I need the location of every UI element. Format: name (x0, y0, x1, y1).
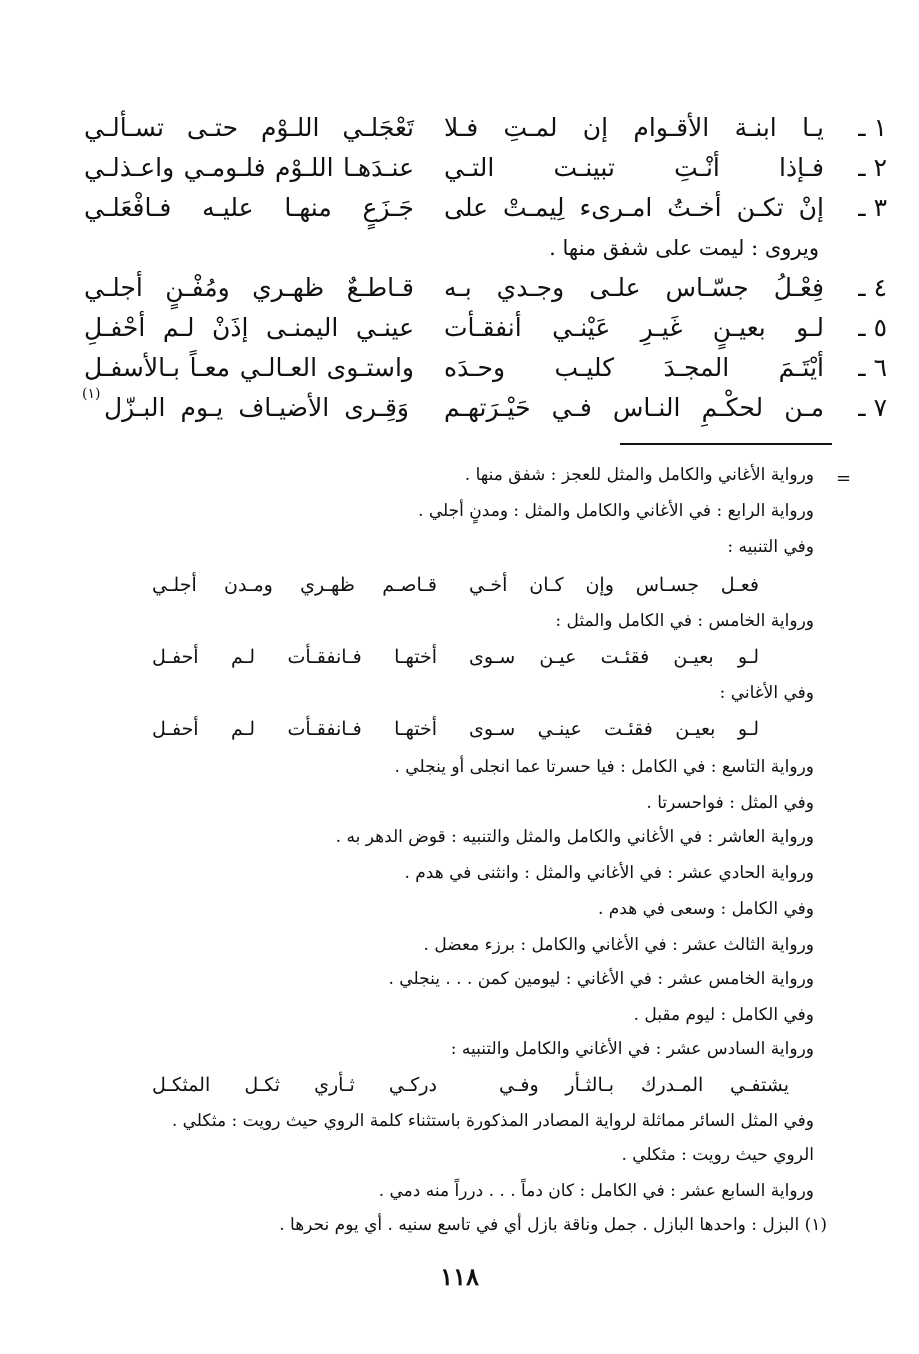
footnote: (١) البزل : واحدها البازل . جمل وناقة بازل أي في تاسع سنيه . أي يوم نحرها . (279, 1215, 827, 1235)
verse-number: ٧ ـ (858, 393, 887, 422)
verse-second-hemistich: عنـدَهـا اللـوْم فلـومـي واعـذلـي (84, 153, 414, 182)
verse-first-hemistich: أيْتَـمَ المجـدَ كليـب وحـدَه (444, 353, 824, 382)
footnote-separator (620, 443, 832, 445)
note-line: وفي المثل السائر مماثلة لرواية المصادر المذكورة باستثناء كلمة الروي حيث رويت : مثكلي . (171, 1111, 814, 1131)
note-line: ورواية الرابع : في الأغاني والكامل والمثل : ومدنٍ أجلي . (418, 501, 814, 521)
note-line: ورواية السادس عشر : في الأغاني والكامل والتنبيه : (450, 1039, 814, 1059)
note-line: وفي المثل : فواحسرتا . (646, 793, 814, 813)
quoted-verse-second: دركـي ثـأري ثكـل المثكـل (152, 1074, 437, 1096)
verse-number: ١ ـ (858, 113, 887, 142)
verse-second-hemistich: واستـوى العـالـي معـاً بـالأسفـل (84, 353, 414, 382)
note-line: ورواية الثالث عشر : في الأغاني والكامل : برزء معضل . (423, 935, 814, 955)
verse-number: ٢ ـ (858, 153, 887, 182)
verse-number: ٥ ـ (858, 313, 887, 342)
page-number: ١١٨ (440, 1262, 479, 1291)
quoted-verse-first: يشتفـي المـدرك بـالثـأر وفـي (499, 1074, 789, 1096)
note-line: ورواية السابع عشر : في الكامل : كان دماً . . . درراً منه دمي . (378, 1181, 814, 1201)
quoted-verse-first: لـو بعيـن فقئـت عيـن سـوى (469, 646, 759, 668)
verse-first-hemistich: يـا ابنـة الأقـوام إن لمـتِ فـلا (444, 113, 824, 142)
note-line: ورواية التاسع : في الكامل : فيا حسرتا عما انجلى أو ينجلي . (394, 757, 814, 777)
verse-first-hemistich: لـو بعيـنٍ غَيـرِ عَيْنـي أنفقـأت (444, 313, 824, 342)
verse-second-hemistich: جَـزَعٍ منهـا عليـه فـافْعَلـي (84, 193, 414, 222)
note-line: ورواية العاشر : في الأغاني والكامل والمثل والتنبيه : قوض الدهر به . (335, 827, 814, 847)
verse-number: ٤ ـ (858, 273, 887, 302)
verse-number: ٣ ـ (858, 193, 887, 222)
note-line: وفي الكامل : ليوم مقبل . (633, 1005, 814, 1025)
quoted-verse-first: لـو بعيـن فقئـت عينـي سـوى (469, 718, 759, 740)
verse-second-hemistich: وَقِـرى الأضيـاف يـوم البـزّل (104, 393, 409, 422)
quoted-verse-second: أختهـا فـانفقـأت لـم أحفـل (152, 646, 437, 668)
quoted-verse-second: أختهـا فـانفقـأت لـم أحفـل (152, 718, 437, 740)
verse-variant-note: ويروى : ليمت على شفق منها . (549, 236, 819, 260)
footnote-marker: (١) (82, 386, 101, 402)
note-line: الروي حيث رويت : مثكلي . (621, 1145, 814, 1165)
verse-number: ٦ ـ (858, 353, 887, 382)
verse-second-hemistich: تَعْجَلـي اللـوْم حتـى تسـألـي (84, 113, 414, 142)
note-line: ورواية الخامس عشر : في الأغاني : ليومين كمن . . . ينجلي . (388, 969, 814, 989)
note-line: وفي الكامل : وسعى في هدم . (597, 899, 814, 919)
note-line: ورواية الخامس : في الكامل والمثل : (555, 611, 814, 631)
quoted-verse-first: فعـل جسـاس وإن كـان أخـي (469, 574, 759, 596)
continuation-mark: = (836, 468, 852, 489)
verse-second-hemistich: عينـي اليمنـى إذَنْ لـم أحْفـلِ (84, 313, 414, 342)
verse-second-hemistich: قـاطـعٌ ظهـري ومُفْـنٍ أجلـي (84, 273, 414, 302)
verse-first-hemistich: إنْ تكـن أخـتُ امـرىء لِيمـتْ على (444, 193, 824, 222)
verse-first-hemistich: فِعْـلُ جسّـاس علـى وجـدي بـه (444, 273, 824, 302)
verse-first-hemistich: فـإذا أنْـتِ تبينـت التـي (444, 153, 824, 182)
note-line: ورواية الحادي عشر : في الأغاني والمثل : وانثنى في هدم . (404, 863, 814, 883)
verse-first-hemistich: مـن لحكْـمِ النـاس فـي حَيْـرَتهـم (444, 393, 824, 422)
note-line: وفي التنبيه : (727, 537, 814, 557)
note-line: ورواية الأغاني والكامل والمثل للعجز : شفق منها . (464, 465, 814, 485)
note-line: وفي الأغاني : (719, 683, 814, 703)
quoted-verse-second: قـاصـم ظهـري ومـدن أجلـي (152, 574, 437, 596)
